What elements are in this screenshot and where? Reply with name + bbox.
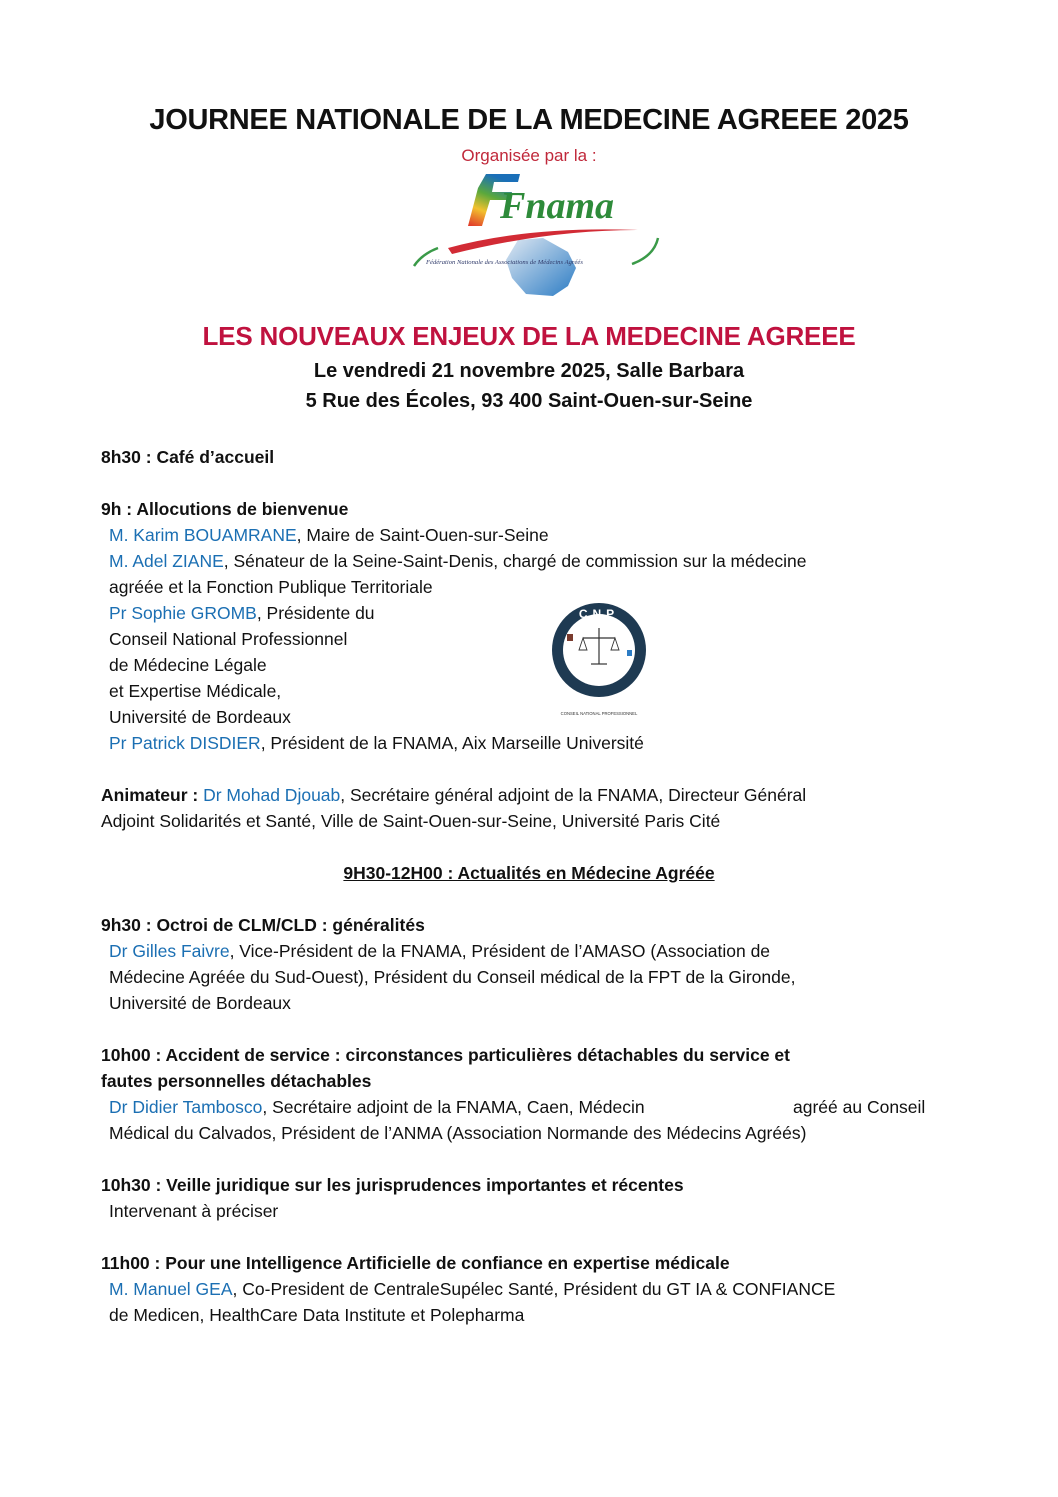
speaker-role: , Vice-Président de la FNAMA, Président de l’AMASO (Association de [229,941,771,961]
speaker-role-cont: Médecine Agréée du Sud-Ouest), Président du Conseil médical de la FPT de la Gironde, [109,967,796,987]
speaker-role-cont: agréé au Conseil [793,1097,926,1117]
section-title: 9H30-12H00 : Actualités en Médecine Agréée [343,863,715,883]
speaker-name: M. Manuel GEA [109,1279,233,1299]
speaker-name: Pr Patrick DISDIER [109,733,261,753]
speaker-role: , Président de la FNAMA, Aix Marseille Université [260,733,644,753]
organised-by: Organisée par la : [461,146,597,165]
welcome-title: 9h : Allocutions de bienvenue [101,499,349,519]
fnama-logo-text: Fnama [500,185,615,227]
speaker-role: , Co-President de CentraleSupélec Santé, Président du GT IA & CONFIANCE [232,1279,836,1299]
speaker-role-cont: agréée et la Fonction Publique Territoriale [109,577,433,597]
speaker-name: Pr Sophie GROMB [109,603,257,623]
speaker-role-cont: et Expertise Médicale, [109,681,282,701]
animator-role: , Secrétaire général adjoint de la FNAMA, Directeur Général [340,785,807,805]
event-title: JOURNEE NATIONALE DE LA MEDECINE AGREEE 2025 [149,104,909,136]
speaker-line [109,600,375,626]
speaker-name: Dr Didier Tambosco [109,1097,263,1117]
cnp-logo [545,598,653,720]
speaker-role-cont: de Médecine Légale [109,655,267,675]
fnama-logo-tagline: Fédération Nationale des Associations de Médecins Agréés [426,259,583,266]
speaker-line [109,938,770,964]
animator-line [101,782,806,808]
speaker-role: , Maire de Saint-Ouen-sur-Seine [296,525,549,545]
session-title: 10h00 : Accident de service : circonstances particulières détachables du service et [101,1045,790,1065]
speaker-role: , Sénateur de la Seine-Saint-Denis, chargé de commission sur la médecine [223,551,807,571]
speaker-name: M. Adel ZIANE [109,551,224,571]
session-title: 11h00 : Pour une Intelligence Artificielle de confiance en expertise médicale [101,1253,730,1273]
session-text: Intervenant à préciser [109,1201,279,1221]
speaker-line [109,1276,835,1302]
speaker-role: , Secrétaire adjoint de la FNAMA, Caen, Médecin [262,1097,645,1117]
session-title-cont: fautes personnelles détachables [101,1071,372,1091]
speaker-role-cont: Conseil National Professionnel [109,629,348,649]
animator-name: Dr Mohad Djouab [203,785,341,805]
coffee-item: 8h30 : Café d’accueil [101,447,275,467]
speaker-role-cont: Médical du Calvados, Président de l’ANMA (Association Normande des Médecins Agréés) [109,1123,807,1143]
speaker-name: M. Karim BOUAMRANE [109,525,297,545]
speaker-line [109,522,549,548]
session-title: 9h30 : Octroi de CLM/CLD : généralités [101,915,425,935]
france-map-icon [506,238,576,296]
cnp-logo-letters: CNP [578,607,620,621]
cnp-logo-caption: CONSEIL NATIONAL PROFESSIONNEL [560,711,638,716]
fnama-logo [408,168,664,314]
speaker-role-cont: Université de Bordeaux [109,707,291,727]
speaker-role-cont: Université de Bordeaux [109,993,291,1013]
speaker-role-cont: de Medicen, HealthCare Data Institute et Polepharma [109,1305,525,1325]
animator-label: Animateur : [101,785,204,805]
event-subtitle: LES NOUVEAUX ENJEUX DE LA MEDECINE AGREEE [202,321,856,351]
event-address: 5 Rue des Écoles, 93 400 Saint-Ouen-sur-Seine [305,390,753,412]
speaker-line [109,730,644,756]
speaker-name: Dr Gilles Faivre [109,941,230,961]
speaker-line [109,1094,645,1120]
session-title: 10h30 : Veille juridique sur les jurisprudences importantes et récentes [101,1175,684,1195]
speaker-line [109,548,806,574]
speaker-role: , Présidente du [256,603,375,623]
event-date: Le vendredi 21 novembre 2025, Salle Barbara [313,360,745,382]
animator-role-cont: Adjoint Solidarités et Santé, Ville de Saint-Ouen-sur-Seine, Université Paris Cité [101,811,721,831]
